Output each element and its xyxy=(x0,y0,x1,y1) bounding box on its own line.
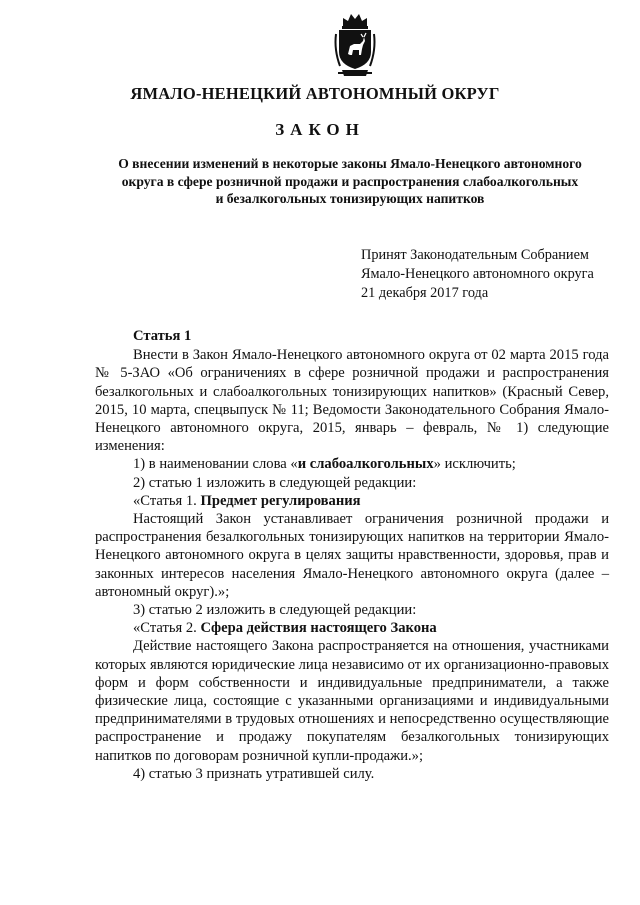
quoted-article-2-heading xyxy=(95,619,609,637)
item-text: 1) в наименовании слова « xyxy=(133,456,298,473)
adoption-date: 21 декабря 2017 года xyxy=(361,285,489,301)
law-body xyxy=(95,327,609,783)
adoption-line: Принят Законодательным Собранием xyxy=(361,247,589,263)
amendment-item-2: 2) статью 1 изложить в следующей редакции: xyxy=(133,474,417,491)
heading-title: Сфера действия настоящего Закона xyxy=(200,620,437,637)
item-text: » исключить; xyxy=(433,456,516,473)
amendment-item-4: 4) статью 3 признать утратившей силу. xyxy=(133,765,375,782)
amendment-item-1 xyxy=(95,455,609,473)
article-intro-paragraph: Внести в Закон Ямало-Ненецкого автономного округа от 02 марта 2015 года № 5-ЗАО «Об ограничениях в сфере розничной продажи и распространения безалкогольных и слабоалкогольных тонизирующих напитков» (Красный Север, 2015, 10 марта, спецвыпуск № 11; Ведомости Законодательного Собрания Ямало-Ненецкого автономного округа, 2015, январь – февраль, № 1) следующие изменения: xyxy=(95,347,609,455)
subject-line: и безалкогольных тонизирующих напитков xyxy=(215,191,485,206)
item-emphasis: и слабоалкогольных xyxy=(297,456,434,473)
region-name: ЯМАЛО-НЕНЕЦКИЙ АВТОНОМНЫЙ ОКРУГ xyxy=(130,84,500,103)
law-subject xyxy=(90,155,610,208)
adoption-line: Ямало-Ненецкого автономного округа xyxy=(361,266,594,282)
coat-of-arms-icon xyxy=(330,10,380,80)
quoted-article-1-text: Настоящий Закон устанавливает ограничения розничной продажи и распространения безалкогольных тонизирующих напитков на территории Ямало-Ненецкого автономного округа в целях защиты нравственности, здоровья, прав и законных интересов населения Ямало-Ненецкого автономного округа (далее – автономный округ).»; xyxy=(95,511,609,600)
heading-title: Предмет регулирования xyxy=(200,492,361,509)
heading-prefix: «Статья 1. xyxy=(133,492,201,509)
amendment-item-3: 3) статью 2 изложить в следующей редакции: xyxy=(133,602,417,619)
quoted-article-1-heading xyxy=(95,492,609,510)
subject-line: О внесении изменений в некоторые законы Ямало-Ненецкого автономного xyxy=(118,156,582,171)
adoption-note xyxy=(361,246,631,303)
article-heading: Статья 1 xyxy=(133,328,192,344)
quoted-article-2-text: Действие настоящего Закона распространяется на отношения, участниками которых являются юридические лица независимо от их организационно-правовых форм и форм собственности и индивидуальные предприниматели, а также физические лица, состоящие с указанными организациями и индивидуальными предпринимателями в трудовых отношениях и непосредственно осуществляющие распространение и продажу покупателям безалкогольных тонизирующих напитков по договорам розничной купли-продажи.»; xyxy=(95,638,609,764)
subject-line: округа в сфере розничной продажи и распространения слабоалкогольных xyxy=(121,173,579,189)
heading-prefix: «Статья 2. xyxy=(133,620,201,637)
document-type: ЗАКОН xyxy=(275,120,365,139)
